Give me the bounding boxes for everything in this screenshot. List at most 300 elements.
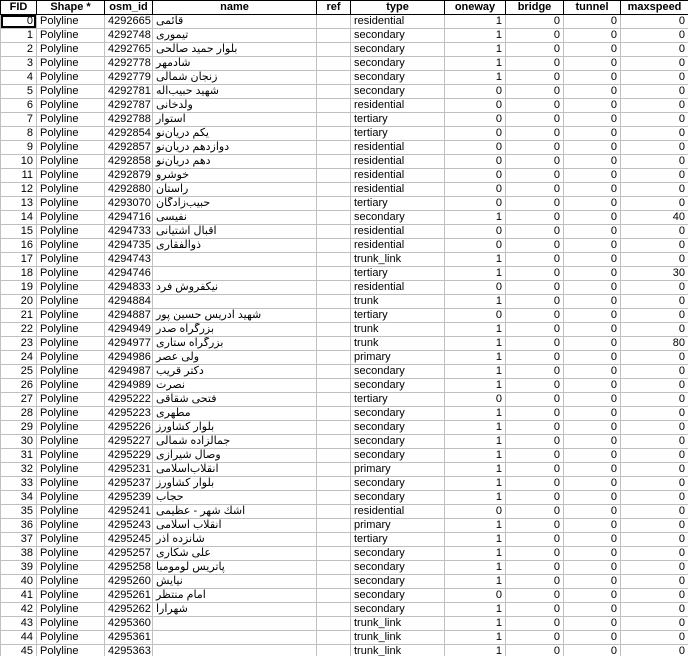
cell-fid[interactable]: 13 <box>1 197 37 211</box>
cell-oneway[interactable]: 1 <box>445 645 506 656</box>
cell-osm_id[interactable]: 4294833 <box>105 281 153 295</box>
cell-ref[interactable] <box>317 505 351 519</box>
cell-shape[interactable]: Polyline <box>37 533 105 547</box>
cell-type[interactable]: residential <box>351 141 445 155</box>
cell-fid[interactable]: 28 <box>1 407 37 421</box>
cell-osm_id[interactable]: 4295222 <box>105 393 153 407</box>
cell-oneway[interactable]: 1 <box>445 407 506 421</box>
cell-type[interactable]: residential <box>351 183 445 197</box>
cell-maxspeed[interactable]: 0 <box>621 309 688 323</box>
cell-shape[interactable]: Polyline <box>37 99 105 113</box>
cell-osm_id[interactable]: 4295229 <box>105 449 153 463</box>
cell-tunnel[interactable]: 0 <box>564 155 621 169</box>
cell-oneway[interactable]: 0 <box>445 309 506 323</box>
cell-ref[interactable] <box>317 197 351 211</box>
cell-bridge[interactable]: 0 <box>506 85 564 99</box>
cell-oneway[interactable]: 1 <box>445 477 506 491</box>
cell-oneway[interactable]: 1 <box>445 575 506 589</box>
cell-oneway[interactable]: 1 <box>445 71 506 85</box>
cell-bridge[interactable]: 0 <box>506 127 564 141</box>
cell-oneway[interactable]: 1 <box>445 617 506 631</box>
cell-maxspeed[interactable]: 0 <box>621 183 688 197</box>
cell-type[interactable]: secondary <box>351 575 445 589</box>
cell-ref[interactable] <box>317 239 351 253</box>
cell-maxspeed[interactable]: 0 <box>621 379 688 393</box>
cell-osm_id[interactable]: 4295260 <box>105 575 153 589</box>
cell-oneway[interactable]: 0 <box>445 589 506 603</box>
cell-name[interactable]: دکتر قریب <box>153 365 317 379</box>
cell-oneway[interactable]: 1 <box>445 57 506 71</box>
cell-shape[interactable]: Polyline <box>37 155 105 169</box>
cell-oneway[interactable]: 1 <box>445 533 506 547</box>
cell-oneway[interactable]: 1 <box>445 323 506 337</box>
cell-type[interactable]: secondary <box>351 407 445 421</box>
cell-shape[interactable]: Polyline <box>37 505 105 519</box>
cell-shape[interactable]: Polyline <box>37 393 105 407</box>
cell-oneway[interactable]: 1 <box>445 449 506 463</box>
cell-maxspeed[interactable]: 0 <box>621 645 688 656</box>
cell-ref[interactable] <box>317 309 351 323</box>
cell-bridge[interactable]: 0 <box>506 337 564 351</box>
cell-oneway[interactable]: 0 <box>445 505 506 519</box>
cell-fid[interactable]: 44 <box>1 631 37 645</box>
cell-ref[interactable] <box>317 603 351 617</box>
cell-maxspeed[interactable]: 0 <box>621 533 688 547</box>
cell-fid[interactable]: 3 <box>1 57 37 71</box>
cell-osm_id[interactable]: 4295258 <box>105 561 153 575</box>
cell-type[interactable]: secondary <box>351 589 445 603</box>
column-header-bridge[interactable]: bridge <box>506 1 564 15</box>
cell-bridge[interactable]: 0 <box>506 477 564 491</box>
cell-tunnel[interactable]: 0 <box>564 589 621 603</box>
cell-maxspeed[interactable]: 0 <box>621 617 688 631</box>
cell-type[interactable]: tertiary <box>351 127 445 141</box>
cell-tunnel[interactable]: 0 <box>564 547 621 561</box>
cell-name[interactable]: حجاب <box>153 491 317 505</box>
cell-ref[interactable] <box>317 477 351 491</box>
cell-osm_id[interactable]: 4293070 <box>105 197 153 211</box>
cell-bridge[interactable]: 0 <box>506 323 564 337</box>
cell-bridge[interactable]: 0 <box>506 421 564 435</box>
cell-osm_id[interactable]: 4295363 <box>105 645 153 656</box>
column-header-shape[interactable]: Shape * <box>37 1 105 15</box>
cell-maxspeed[interactable]: 0 <box>621 421 688 435</box>
cell-tunnel[interactable]: 0 <box>564 421 621 435</box>
cell-fid[interactable]: 36 <box>1 519 37 533</box>
cell-tunnel[interactable]: 0 <box>564 645 621 656</box>
cell-oneway[interactable]: 0 <box>445 393 506 407</box>
cell-fid[interactable]: 38 <box>1 547 37 561</box>
cell-type[interactable]: secondary <box>351 43 445 57</box>
cell-fid[interactable]: 18 <box>1 267 37 281</box>
cell-oneway[interactable]: 1 <box>445 267 506 281</box>
cell-name[interactable]: خوشرو <box>153 169 317 183</box>
cell-name[interactable]: جمالزاده شمالی <box>153 435 317 449</box>
cell-ref[interactable] <box>317 15 351 29</box>
cell-fid[interactable]: 32 <box>1 463 37 477</box>
cell-type[interactable]: trunk_link <box>351 631 445 645</box>
cell-osm_id[interactable]: 4294716 <box>105 211 153 225</box>
cell-bridge[interactable]: 0 <box>506 113 564 127</box>
cell-tunnel[interactable]: 0 <box>564 309 621 323</box>
cell-maxspeed[interactable]: 0 <box>621 99 688 113</box>
cell-type[interactable]: primary <box>351 463 445 477</box>
cell-ref[interactable] <box>317 365 351 379</box>
cell-bridge[interactable]: 0 <box>506 463 564 477</box>
cell-oneway[interactable]: 0 <box>445 155 506 169</box>
cell-name[interactable]: زنجان شمالی <box>153 71 317 85</box>
cell-tunnel[interactable]: 0 <box>564 183 621 197</box>
cell-tunnel[interactable]: 0 <box>564 29 621 43</box>
cell-fid[interactable]: 37 <box>1 533 37 547</box>
cell-maxspeed[interactable]: 0 <box>621 505 688 519</box>
cell-tunnel[interactable]: 0 <box>564 449 621 463</box>
cell-maxspeed[interactable]: 0 <box>621 407 688 421</box>
cell-shape[interactable]: Polyline <box>37 631 105 645</box>
cell-tunnel[interactable]: 0 <box>564 407 621 421</box>
cell-maxspeed[interactable]: 0 <box>621 113 688 127</box>
cell-ref[interactable] <box>317 323 351 337</box>
cell-bridge[interactable]: 0 <box>506 267 564 281</box>
cell-tunnel[interactable]: 0 <box>564 393 621 407</box>
cell-type[interactable]: secondary <box>351 29 445 43</box>
cell-maxspeed[interactable]: 0 <box>621 323 688 337</box>
cell-maxspeed[interactable]: 0 <box>621 197 688 211</box>
cell-ref[interactable] <box>317 253 351 267</box>
cell-name[interactable]: نیکفروش فرد <box>153 281 317 295</box>
cell-ref[interactable] <box>317 645 351 656</box>
cell-bridge[interactable]: 0 <box>506 15 564 29</box>
cell-maxspeed[interactable]: 0 <box>621 589 688 603</box>
cell-maxspeed[interactable]: 0 <box>621 393 688 407</box>
cell-bridge[interactable]: 0 <box>506 491 564 505</box>
cell-type[interactable]: secondary <box>351 211 445 225</box>
cell-osm_id[interactable]: 4292854 <box>105 127 153 141</box>
cell-fid[interactable]: 0 <box>1 15 37 29</box>
cell-osm_id[interactable]: 4292665 <box>105 15 153 29</box>
cell-name[interactable]: فتحی شقاقی <box>153 393 317 407</box>
cell-maxspeed[interactable]: 0 <box>621 477 688 491</box>
cell-ref[interactable] <box>317 141 351 155</box>
cell-type[interactable]: secondary <box>351 71 445 85</box>
cell-maxspeed[interactable]: 0 <box>621 127 688 141</box>
cell-ref[interactable] <box>317 155 351 169</box>
cell-fid[interactable]: 31 <box>1 449 37 463</box>
cell-oneway[interactable]: 1 <box>445 29 506 43</box>
cell-tunnel[interactable]: 0 <box>564 337 621 351</box>
cell-bridge[interactable]: 0 <box>506 435 564 449</box>
cell-maxspeed[interactable]: 0 <box>621 491 688 505</box>
cell-ref[interactable] <box>317 85 351 99</box>
cell-oneway[interactable]: 1 <box>445 365 506 379</box>
cell-osm_id[interactable]: 4292778 <box>105 57 153 71</box>
cell-name[interactable]: امام منتظر <box>153 589 317 603</box>
cell-osm_id[interactable]: 4295361 <box>105 631 153 645</box>
cell-bridge[interactable]: 0 <box>506 43 564 57</box>
cell-name[interactable]: علی شکاری <box>153 547 317 561</box>
cell-fid[interactable]: 40 <box>1 575 37 589</box>
cell-oneway[interactable]: 1 <box>445 295 506 309</box>
cell-name[interactable]: ولی عصر <box>153 351 317 365</box>
cell-bridge[interactable]: 0 <box>506 519 564 533</box>
cell-fid[interactable]: 11 <box>1 169 37 183</box>
cell-ref[interactable] <box>317 281 351 295</box>
cell-name[interactable] <box>153 253 317 267</box>
cell-ref[interactable] <box>317 211 351 225</box>
cell-type[interactable]: residential <box>351 155 445 169</box>
cell-ref[interactable] <box>317 393 351 407</box>
cell-tunnel[interactable]: 0 <box>564 491 621 505</box>
cell-ref[interactable] <box>317 561 351 575</box>
cell-name[interactable]: نصرت <box>153 379 317 393</box>
cell-type[interactable]: trunk_link <box>351 253 445 267</box>
cell-oneway[interactable]: 1 <box>445 435 506 449</box>
cell-oneway[interactable]: 1 <box>445 337 506 351</box>
cell-shape[interactable]: Polyline <box>37 57 105 71</box>
cell-fid[interactable]: 12 <box>1 183 37 197</box>
cell-shape[interactable]: Polyline <box>37 463 105 477</box>
cell-bridge[interactable]: 0 <box>506 393 564 407</box>
cell-fid[interactable]: 34 <box>1 491 37 505</box>
cell-bridge[interactable]: 0 <box>506 505 564 519</box>
cell-maxspeed[interactable]: 0 <box>621 253 688 267</box>
cell-osm_id[interactable]: 4292857 <box>105 141 153 155</box>
cell-osm_id[interactable]: 4292779 <box>105 71 153 85</box>
cell-tunnel[interactable]: 0 <box>564 365 621 379</box>
cell-tunnel[interactable]: 0 <box>564 15 621 29</box>
cell-tunnel[interactable]: 0 <box>564 631 621 645</box>
cell-name[interactable]: شهید ادریس حسین پور <box>153 309 317 323</box>
cell-maxspeed[interactable]: 0 <box>621 57 688 71</box>
cell-type[interactable]: trunk <box>351 337 445 351</box>
cell-name[interactable]: اقبال آشتیانی <box>153 225 317 239</box>
cell-tunnel[interactable]: 0 <box>564 505 621 519</box>
cell-bridge[interactable]: 0 <box>506 183 564 197</box>
cell-fid[interactable]: 35 <box>1 505 37 519</box>
cell-ref[interactable] <box>317 183 351 197</box>
cell-type[interactable]: secondary <box>351 365 445 379</box>
cell-oneway[interactable]: 1 <box>445 463 506 477</box>
cell-maxspeed[interactable]: 30 <box>621 267 688 281</box>
cell-fid[interactable]: 4 <box>1 71 37 85</box>
cell-tunnel[interactable]: 0 <box>564 57 621 71</box>
cell-bridge[interactable]: 0 <box>506 141 564 155</box>
cell-shape[interactable]: Polyline <box>37 267 105 281</box>
cell-bridge[interactable]: 0 <box>506 253 564 267</box>
cell-tunnel[interactable]: 0 <box>564 71 621 85</box>
cell-fid[interactable]: 14 <box>1 211 37 225</box>
cell-fid[interactable]: 30 <box>1 435 37 449</box>
cell-bridge[interactable]: 0 <box>506 155 564 169</box>
cell-tunnel[interactable]: 0 <box>564 197 621 211</box>
cell-tunnel[interactable]: 0 <box>564 127 621 141</box>
column-header-oneway[interactable]: oneway <box>445 1 506 15</box>
cell-tunnel[interactable]: 0 <box>564 141 621 155</box>
cell-bridge[interactable]: 0 <box>506 239 564 253</box>
cell-name[interactable]: استوار <box>153 113 317 127</box>
cell-ref[interactable] <box>317 71 351 85</box>
cell-bridge[interactable]: 0 <box>506 645 564 656</box>
cell-tunnel[interactable]: 0 <box>564 351 621 365</box>
cell-fid[interactable]: 29 <box>1 421 37 435</box>
cell-bridge[interactable]: 0 <box>506 351 564 365</box>
cell-osm_id[interactable]: 4292748 <box>105 29 153 43</box>
cell-shape[interactable]: Polyline <box>37 85 105 99</box>
cell-tunnel[interactable]: 0 <box>564 533 621 547</box>
cell-fid[interactable]: 39 <box>1 561 37 575</box>
cell-osm_id[interactable]: 4294977 <box>105 337 153 351</box>
cell-maxspeed[interactable]: 0 <box>621 519 688 533</box>
cell-maxspeed[interactable]: 0 <box>621 603 688 617</box>
cell-ref[interactable] <box>317 533 351 547</box>
cell-osm_id[interactable]: 4294743 <box>105 253 153 267</box>
cell-maxspeed[interactable]: 0 <box>621 141 688 155</box>
cell-ref[interactable] <box>317 617 351 631</box>
cell-shape[interactable]: Polyline <box>37 239 105 253</box>
cell-fid[interactable]: 25 <box>1 365 37 379</box>
cell-shape[interactable]: Polyline <box>37 183 105 197</box>
cell-type[interactable]: residential <box>351 281 445 295</box>
cell-maxspeed[interactable]: 0 <box>621 295 688 309</box>
cell-tunnel[interactable]: 0 <box>564 85 621 99</box>
cell-osm_id[interactable]: 4294735 <box>105 239 153 253</box>
cell-bridge[interactable]: 0 <box>506 365 564 379</box>
cell-bridge[interactable]: 0 <box>506 575 564 589</box>
cell-type[interactable]: residential <box>351 225 445 239</box>
cell-fid[interactable]: 20 <box>1 295 37 309</box>
cell-bridge[interactable]: 0 <box>506 533 564 547</box>
column-header-ref[interactable]: ref <box>317 1 351 15</box>
cell-osm_id[interactable]: 4292880 <box>105 183 153 197</box>
cell-osm_id[interactable]: 4294987 <box>105 365 153 379</box>
cell-tunnel[interactable]: 0 <box>564 281 621 295</box>
cell-ref[interactable] <box>317 435 351 449</box>
cell-name[interactable]: شادمهر <box>153 57 317 71</box>
cell-maxspeed[interactable]: 0 <box>621 463 688 477</box>
cell-tunnel[interactable]: 0 <box>564 603 621 617</box>
cell-name[interactable]: اشك شهر - عظیمی <box>153 505 317 519</box>
cell-maxspeed[interactable]: 0 <box>621 71 688 85</box>
cell-name[interactable]: نفیسی <box>153 211 317 225</box>
cell-shape[interactable]: Polyline <box>37 421 105 435</box>
cell-maxspeed[interactable]: 0 <box>621 225 688 239</box>
cell-osm_id[interactable]: 4292787 <box>105 99 153 113</box>
cell-type[interactable]: secondary <box>351 85 445 99</box>
cell-name[interactable]: ولدخانی <box>153 99 317 113</box>
cell-name[interactable]: بزرگراه ستاری <box>153 337 317 351</box>
cell-oneway[interactable]: 1 <box>445 547 506 561</box>
cell-tunnel[interactable]: 0 <box>564 211 621 225</box>
cell-oneway[interactable]: 1 <box>445 603 506 617</box>
cell-osm_id[interactable]: 4295241 <box>105 505 153 519</box>
cell-shape[interactable]: Polyline <box>37 561 105 575</box>
column-header-type[interactable]: type <box>351 1 445 15</box>
cell-fid[interactable]: 9 <box>1 141 37 155</box>
cell-type[interactable]: secondary <box>351 379 445 393</box>
cell-maxspeed[interactable]: 0 <box>621 561 688 575</box>
cell-osm_id[interactable]: 4295243 <box>105 519 153 533</box>
cell-tunnel[interactable]: 0 <box>564 617 621 631</box>
cell-oneway[interactable]: 0 <box>445 113 506 127</box>
cell-name[interactable]: راستان <box>153 183 317 197</box>
cell-oneway[interactable]: 0 <box>445 225 506 239</box>
cell-oneway[interactable]: 1 <box>445 561 506 575</box>
cell-name[interactable]: انقلاب اسلامی <box>153 519 317 533</box>
cell-name[interactable]: شهرآرا <box>153 603 317 617</box>
cell-osm_id[interactable]: 4295231 <box>105 463 153 477</box>
cell-ref[interactable] <box>317 57 351 71</box>
cell-shape[interactable]: Polyline <box>37 645 105 656</box>
cell-oneway[interactable]: 1 <box>445 253 506 267</box>
cell-shape[interactable]: Polyline <box>37 197 105 211</box>
cell-type[interactable]: tertiary <box>351 267 445 281</box>
cell-shape[interactable]: Polyline <box>37 253 105 267</box>
cell-shape[interactable]: Polyline <box>37 407 105 421</box>
cell-bridge[interactable]: 0 <box>506 211 564 225</box>
cell-fid[interactable]: 17 <box>1 253 37 267</box>
cell-ref[interactable] <box>317 407 351 421</box>
cell-oneway[interactable]: 0 <box>445 99 506 113</box>
cell-type[interactable]: secondary <box>351 603 445 617</box>
cell-osm_id[interactable]: 4295237 <box>105 477 153 491</box>
cell-fid[interactable]: 8 <box>1 127 37 141</box>
cell-name[interactable]: دهم دریان‌نو <box>153 155 317 169</box>
cell-tunnel[interactable]: 0 <box>564 169 621 183</box>
cell-fid[interactable]: 41 <box>1 589 37 603</box>
cell-shape[interactable]: Polyline <box>37 449 105 463</box>
cell-tunnel[interactable]: 0 <box>564 463 621 477</box>
cell-osm_id[interactable]: 4294986 <box>105 351 153 365</box>
cell-oneway[interactable]: 1 <box>445 15 506 29</box>
cell-fid[interactable]: 19 <box>1 281 37 295</box>
cell-shape[interactable]: Polyline <box>37 491 105 505</box>
cell-bridge[interactable]: 0 <box>506 561 564 575</box>
cell-name[interactable]: انقلاب‌اسلامی <box>153 463 317 477</box>
cell-shape[interactable]: Polyline <box>37 477 105 491</box>
cell-shape[interactable]: Polyline <box>37 323 105 337</box>
cell-tunnel[interactable]: 0 <box>564 239 621 253</box>
cell-bridge[interactable]: 0 <box>506 281 564 295</box>
cell-maxspeed[interactable]: 0 <box>621 631 688 645</box>
cell-fid[interactable]: 7 <box>1 113 37 127</box>
cell-oneway[interactable]: 1 <box>445 379 506 393</box>
cell-osm_id[interactable]: 4294746 <box>105 267 153 281</box>
cell-type[interactable]: tertiary <box>351 197 445 211</box>
cell-fid[interactable]: 43 <box>1 617 37 631</box>
cell-type[interactable]: secondary <box>351 477 445 491</box>
cell-name[interactable] <box>153 645 317 656</box>
cell-type[interactable]: residential <box>351 505 445 519</box>
cell-osm_id[interactable]: 4292788 <box>105 113 153 127</box>
cell-oneway[interactable]: 1 <box>445 519 506 533</box>
cell-tunnel[interactable]: 0 <box>564 99 621 113</box>
cell-ref[interactable] <box>317 547 351 561</box>
cell-name[interactable]: دوازدهم دریان‌نو <box>153 141 317 155</box>
cell-shape[interactable]: Polyline <box>37 519 105 533</box>
cell-ref[interactable] <box>317 169 351 183</box>
cell-ref[interactable] <box>317 99 351 113</box>
cell-ref[interactable] <box>317 295 351 309</box>
cell-name[interactable]: وصال شیرازی <box>153 449 317 463</box>
cell-type[interactable]: secondary <box>351 561 445 575</box>
cell-name[interactable] <box>153 617 317 631</box>
cell-bridge[interactable]: 0 <box>506 631 564 645</box>
cell-shape[interactable]: Polyline <box>37 29 105 43</box>
cell-name[interactable]: حبیب‌زادگان <box>153 197 317 211</box>
cell-bridge[interactable]: 0 <box>506 379 564 393</box>
cell-tunnel[interactable]: 0 <box>564 561 621 575</box>
column-header-fid[interactable]: FID <box>1 1 37 15</box>
